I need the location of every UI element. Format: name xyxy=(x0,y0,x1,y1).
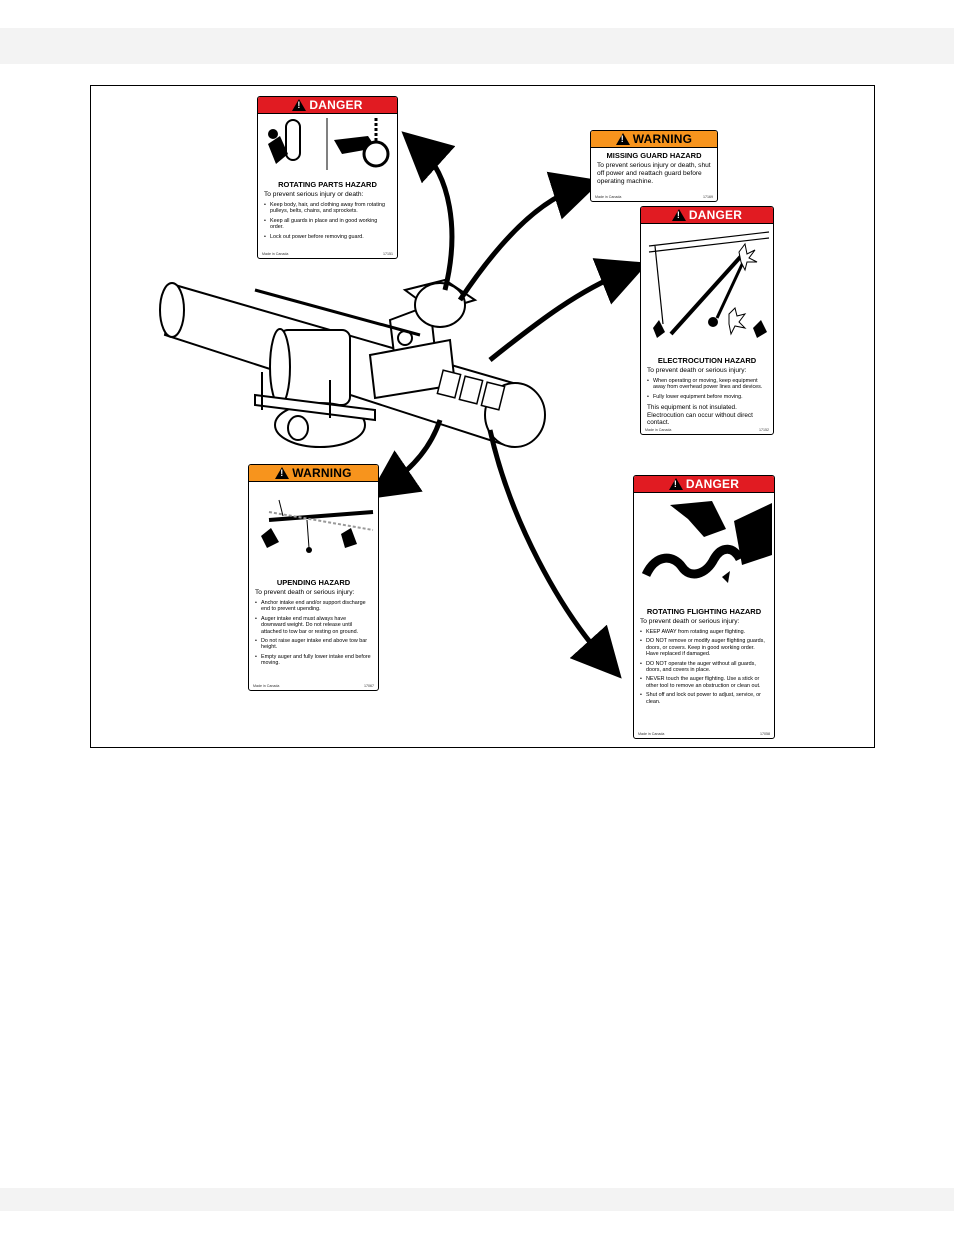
decal-footer xyxy=(262,252,393,256)
instruction-item: • NEVER touch the auger flighting. Use a stick or other tool to remove an obstruction or clean out. xyxy=(640,676,768,689)
rotating-flighting-pictogram-icon xyxy=(634,493,774,599)
warning-triangle-icon xyxy=(292,99,306,111)
header-label: WARNING xyxy=(632,132,693,146)
decal-code: 17058 xyxy=(760,732,770,736)
instruction-item: • Do not raise auger intake end above tow bar height. xyxy=(255,638,372,651)
hazard-title: MISSING GUARD HAZARD xyxy=(606,151,702,160)
hazard-title: ELECTROCUTION HAZARD xyxy=(657,356,757,365)
danger-header xyxy=(641,207,773,224)
warning-triangle-icon xyxy=(669,478,683,490)
upending-pictogram-icon xyxy=(249,482,378,570)
made-in: Made in Canada xyxy=(262,252,289,256)
decal-footer xyxy=(595,195,713,199)
hazard-note: This equipment is not insulated. Electrocution can occur without direct contact. xyxy=(647,404,753,427)
hazard-intro: To prevent death or serious injury: xyxy=(255,589,355,596)
instruction-item: • Keep body, hair, and clothing away from rotating pulleys, belts, chains, and sprockets. xyxy=(264,202,391,215)
instruction-item: • Keep all guards in place and in good working order. xyxy=(264,218,391,231)
decal-footer xyxy=(645,428,769,432)
hazard-intro: To prevent death or serious injury: xyxy=(647,367,747,374)
warning-header xyxy=(249,465,378,482)
instruction-item: • DO NOT remove or modify auger flighting guards, doors, or covers. Keep in good working order. Have replaced if damaged. xyxy=(640,638,768,657)
decal-code: 17067 xyxy=(364,684,374,688)
made-in: Made in Canada xyxy=(595,195,622,199)
hazard-instructions xyxy=(258,202,397,240)
instruction-item: • DO NOT operate the auger without all guards, doors, and covers in place. xyxy=(640,661,768,674)
warning-triangle-icon xyxy=(275,467,289,479)
instruction-item: • Anchor intake end and/or support discharge end to prevent upending. xyxy=(255,600,372,613)
made-in: Made in Canada xyxy=(253,684,280,688)
hazard-title: ROTATING FLIGHTING HAZARD xyxy=(646,607,762,616)
hazard-instructions xyxy=(634,629,774,705)
instruction-item: • KEEP AWAY from rotating auger flighting. xyxy=(640,629,768,635)
instruction-item: • Empty auger and fully lower intake end before moving. xyxy=(255,654,372,667)
instruction-item: • Fully lower equipment before moving. xyxy=(647,394,767,400)
decal-upending xyxy=(248,464,379,691)
danger-header xyxy=(258,97,397,114)
decal-electrocution xyxy=(640,206,774,435)
hazard-intro: To prevent serious injury or death: xyxy=(264,191,364,198)
header-label: DANGER xyxy=(309,98,363,112)
instruction-item: • Lock out power before removing guard. xyxy=(264,234,391,240)
header-label: WARNING xyxy=(292,466,352,480)
electrocution-pictogram-icon xyxy=(641,224,773,348)
decal-footer xyxy=(638,732,770,736)
made-in: Made in Canada xyxy=(638,732,665,736)
hazard-intro: To prevent serious injury or death, shut off power and reattach guard before operating machine. xyxy=(597,162,711,185)
warning-triangle-icon xyxy=(616,133,630,145)
decal-rotating-parts xyxy=(257,96,398,259)
header-label: DANGER xyxy=(685,477,740,491)
instruction-item: • When operating or moving, keep equipment away from overhead power lines and devices. xyxy=(647,378,767,391)
hazard-title: ROTATING PARTS HAZARD xyxy=(278,180,377,189)
hazard-intro: To prevent death or serious injury: xyxy=(640,618,740,625)
header-label: DANGER xyxy=(688,208,743,222)
hazard-instructions xyxy=(249,600,378,667)
instruction-item: • Shut off and lock out power to adjust, service, or clean. xyxy=(640,692,768,705)
warning-triangle-icon xyxy=(672,209,686,221)
decal-footer xyxy=(253,684,374,688)
danger-header xyxy=(634,476,774,493)
instruction-item: • Auger intake end must always have downward weight. Do not release until attached to tow bar or resting on ground. xyxy=(255,616,372,635)
made-in: Made in Canada xyxy=(645,428,672,432)
warning-header xyxy=(591,131,717,148)
decal-missing-guard xyxy=(590,130,718,202)
decal-code: 17152 xyxy=(759,428,769,432)
decal-code: 17151 xyxy=(383,252,393,256)
decal-code: 17169 xyxy=(703,195,713,199)
hazard-instructions xyxy=(641,378,773,400)
rotating-parts-pictogram-icon xyxy=(258,114,397,172)
hazard-title: UPENDING HAZARD xyxy=(276,578,351,587)
decal-rotating-flighting xyxy=(633,475,775,739)
